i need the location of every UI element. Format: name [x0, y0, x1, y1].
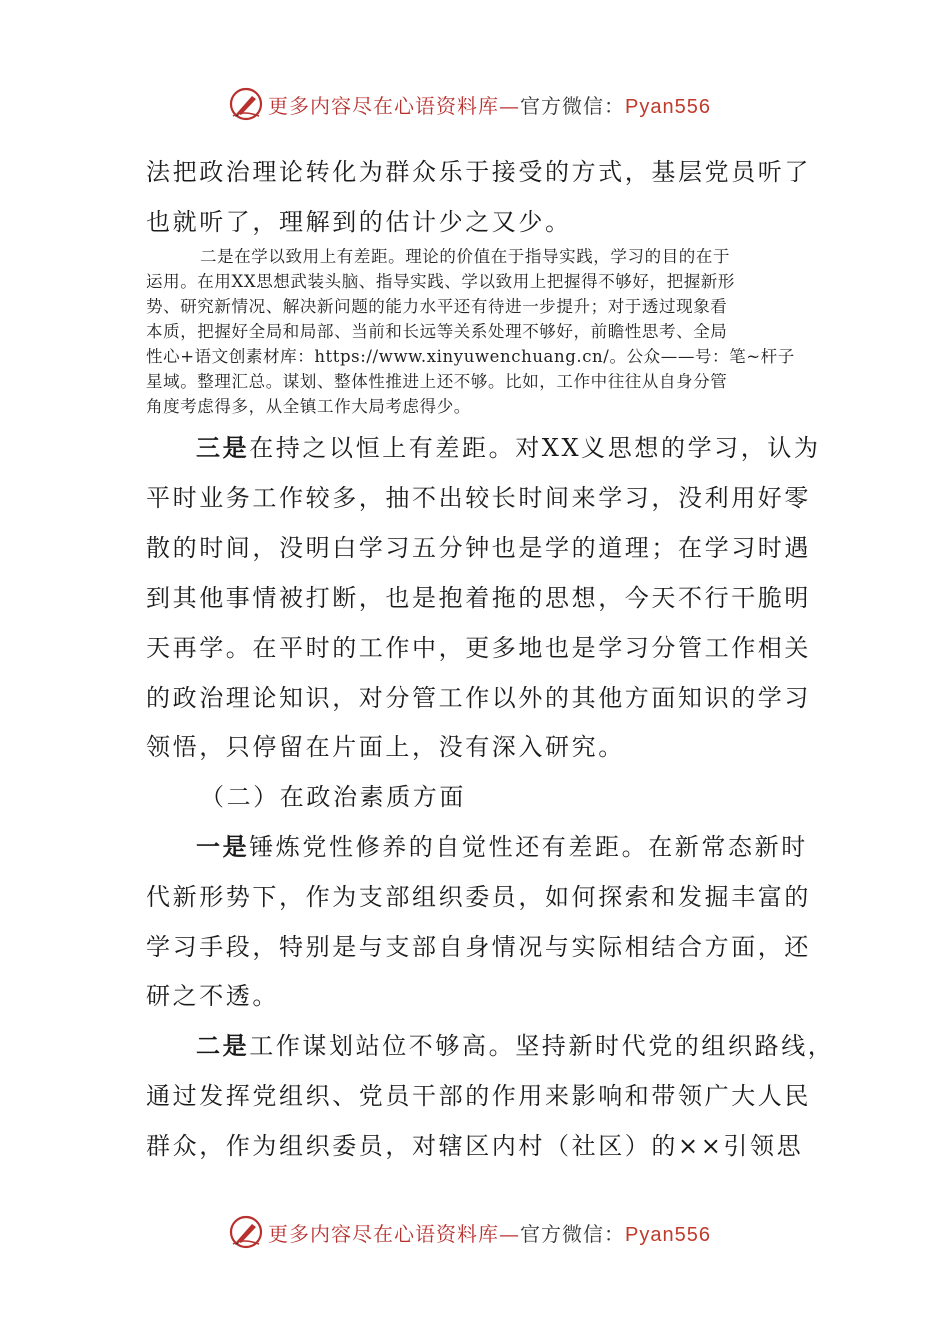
watermark-footer: [228, 1212, 711, 1252]
watermark-text: 更多内容尽在心语资料库—官方微信：Pyan556: [268, 1221, 711, 1246]
paragraph-line: 研之不透。: [146, 982, 279, 1010]
paragraph-line: 二是工作谋划站位不够高。坚持新时代党的组织路线，: [196, 1031, 835, 1060]
paragraph-line: 运用。在用XX思想武装头脑、指导实践、学以致用上把握得不够好，把握新形: [146, 272, 735, 291]
watermark-text: 更多内容尽在心语资料库—官方微信：Pyan556: [268, 93, 711, 118]
paragraph-line: 性心+语文创素材库：https://www.xinyuwenchuang.cn/。公众——号：笔~杆子: [146, 347, 795, 366]
paragraph-line: 群众，作为组织委员，对辖区内村（社区）的××引领思: [146, 1132, 804, 1160]
lead-term: 三是: [196, 433, 250, 462]
paragraph-line: 三是在持之以恒上有差距。对XX义思想的学习，认为: [196, 433, 821, 462]
lead-term: 二是: [196, 1031, 250, 1060]
pen-logo-icon: [228, 86, 264, 122]
section-heading: （二）在政治素质方面: [200, 783, 466, 811]
paragraph-small: [146, 244, 806, 419]
paragraph-line: 角度考虑得多，从全镇工作大局考虑得少。: [146, 397, 471, 416]
paragraph-line: 到其他事情被打断，也是抱着拖的思想，今天不行干脆明: [146, 584, 811, 612]
paragraph-line: 本质，把握好全局和局部、当前和长远等关系处理不够好，前瞻性思考、全局: [146, 322, 728, 341]
paragraph-line: 的政治理论知识，对分管工作以外的其他方面知识的学习: [146, 684, 811, 712]
lead-term: 一是: [196, 832, 250, 861]
paragraph-line: 学习手段，特别是与支部自身情况与实际相结合方面，还: [146, 933, 811, 961]
pen-logo-icon: [228, 1214, 264, 1250]
watermark-header: [228, 84, 711, 124]
paragraph-line: 通过发挥党组织、党员干部的作用来影响和带领广大人民: [146, 1082, 811, 1110]
paragraph-line: 代新形势下，作为支部组织委员，如何探索和发掘丰富的: [146, 883, 811, 911]
paragraph-line: 领悟，只停留在片面上，没有深入研究。: [146, 733, 625, 761]
paragraph-line: 法把政治理论转化为群众乐于接受的方式，基层党员听了: [146, 158, 811, 186]
paragraph-line: 二是在学以致用上有差距。理论的价值在于指导实践，学习的目的在于: [200, 247, 731, 266]
paragraph-line: 势、研究新情况、解决新问题的能力水平还有待进一步提升；对于透过现象看: [146, 297, 728, 316]
paragraph-line: 也就听了，理解到的估计少之又少。: [146, 208, 572, 236]
paragraph-line: 天再学。在平时的工作中，更多地也是学习分管工作相关: [146, 634, 811, 662]
paragraph-line: 星域。整理汇总。谋划、整体性推进上还不够。比如，工作中往往从自身分管: [146, 372, 728, 391]
paragraph-line: 一是锤炼党性修养的自觉性还有差距。在新常态新时: [196, 832, 808, 861]
paragraph-line: 散的时间，没明白学习五分钟也是学的道理；在学习时遇: [146, 534, 811, 562]
paragraph-line: 平时业务工作较多，抽不出较长时间来学习，没利用好零: [146, 484, 811, 512]
